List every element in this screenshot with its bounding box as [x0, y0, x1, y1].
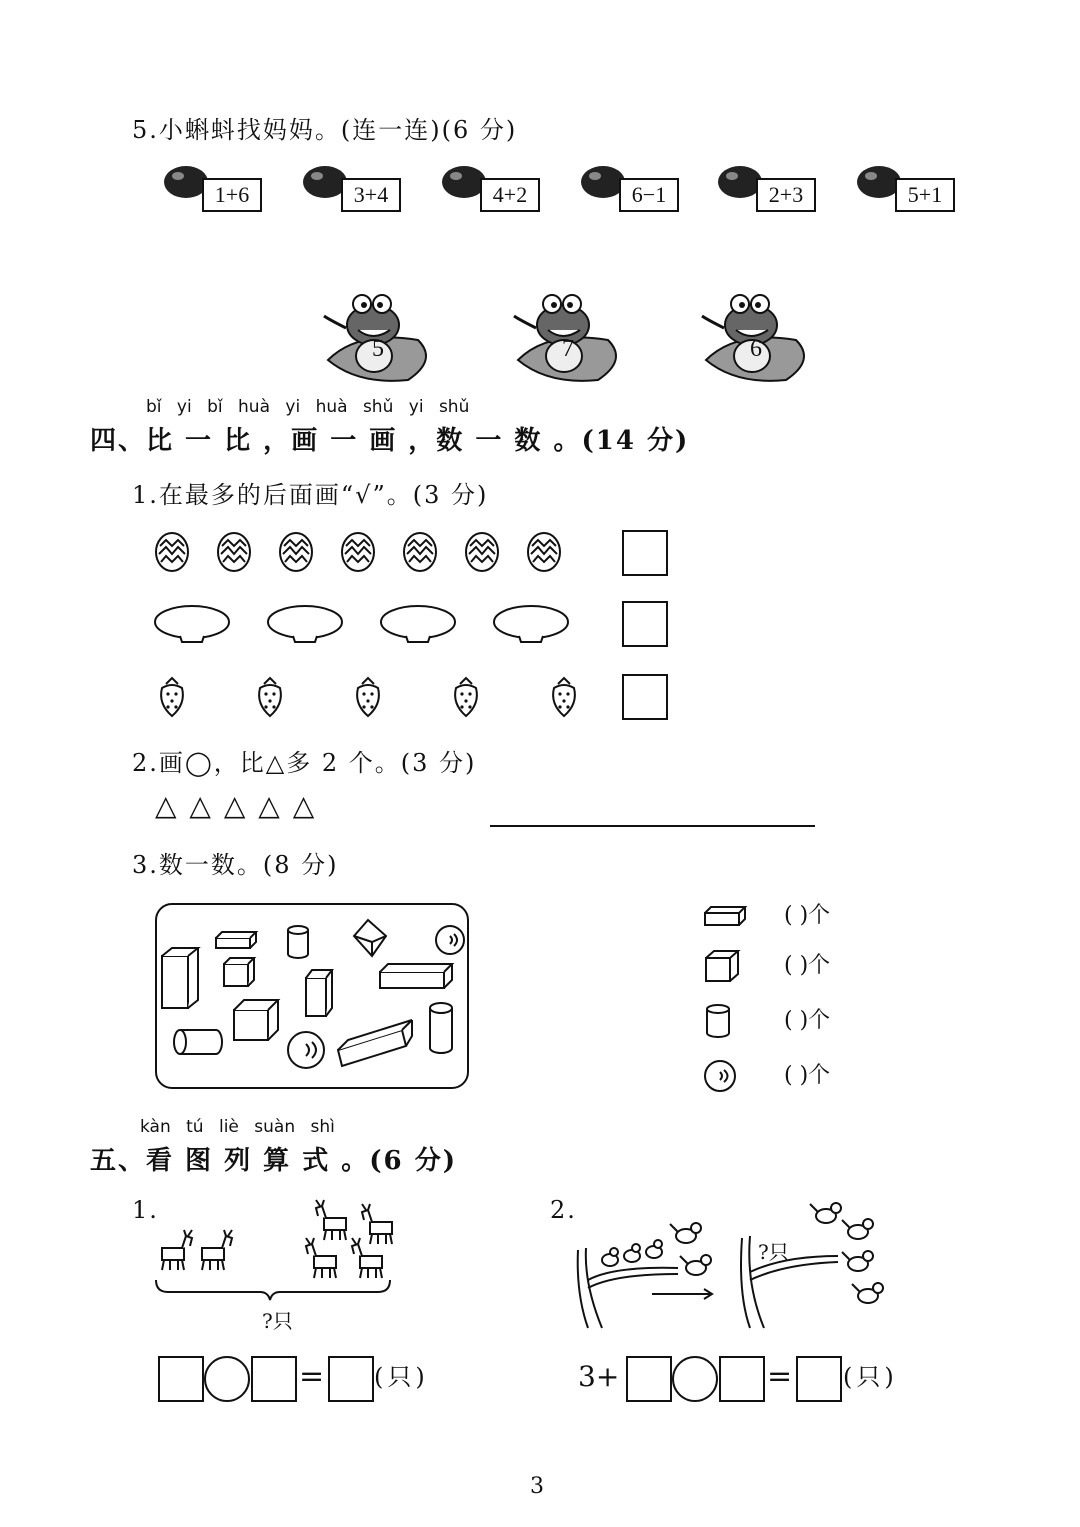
- strawberry-icon: [259, 678, 281, 716]
- answer-box[interactable]: [796, 1356, 842, 1402]
- q3-title: 3.数一数。(8 分): [132, 851, 339, 879]
- tadpole-1: [158, 160, 268, 220]
- bird-icon: [852, 1283, 883, 1303]
- cube-icon: [703, 948, 749, 984]
- operator-circle[interactable]: [204, 1356, 250, 1402]
- frog-1: [318, 290, 438, 390]
- plate-icon: [268, 606, 342, 642]
- tadpole-5: [712, 160, 822, 220]
- bird-icon: [602, 1248, 618, 1266]
- q1-title: 1.在最多的后面画“√”。(3 分): [132, 481, 489, 509]
- page-number: 3: [530, 1474, 544, 1499]
- p2-label: 2.: [550, 1196, 577, 1224]
- plate-row: [150, 600, 580, 646]
- triangle-row: △ △ △ △ △: [155, 789, 317, 822]
- sphere-icon: [703, 1058, 749, 1094]
- tadpole-2: [297, 160, 407, 220]
- equation-prefix: 3+: [578, 1360, 620, 1393]
- p1-label: 1.: [132, 1196, 159, 1224]
- cuboid-icon: [216, 932, 256, 948]
- frog-2: [508, 290, 628, 390]
- tadpole-4: [575, 160, 685, 220]
- count-blank[interactable]: ( )个: [784, 953, 831, 978]
- count-blank[interactable]: ( )个: [784, 1063, 831, 1088]
- bird-icon: [670, 1223, 701, 1243]
- tadpole-expression: 3+4: [341, 178, 401, 212]
- count-blank[interactable]: ( )个: [784, 1008, 831, 1033]
- count-row-cylinder: [703, 1003, 830, 1039]
- strawberry-row: [150, 674, 590, 722]
- count-row-cube: [703, 948, 830, 984]
- frog-number: 6: [750, 336, 762, 362]
- bird-icon: [842, 1251, 873, 1271]
- operator-circle[interactable]: [672, 1356, 718, 1402]
- answer-box[interactable]: [719, 1356, 765, 1402]
- sphere-icon: [436, 926, 464, 954]
- q2-title: 2.画◯，比△多 2 个。(3 分): [132, 749, 477, 777]
- equals-sign: =: [299, 1359, 325, 1394]
- equals-sign: =: [767, 1359, 793, 1394]
- sec5-title: 五、看 图 列 算 式 。(6 分): [90, 1146, 458, 1176]
- plate-icon: [381, 606, 455, 642]
- answer-box[interactable]: [328, 1356, 374, 1402]
- cylinder-icon: [703, 1003, 749, 1039]
- tadpole-expression: 1+6: [202, 178, 262, 212]
- strawberry-icon: [357, 678, 379, 716]
- plate-icon: [155, 606, 229, 642]
- deer-icon: [306, 1238, 336, 1278]
- cylinder-icon: [288, 926, 308, 958]
- sec4-title: 四、比 一 比 ，画 一 画 ，数 一 数 。(14 分): [90, 426, 690, 456]
- answer-box-strawberries[interactable]: [622, 674, 668, 720]
- count-row-cuboid: [703, 898, 830, 929]
- pinecone-icon: [280, 533, 312, 571]
- count-row-sphere: [703, 1058, 830, 1094]
- cuboid-icon: [703, 903, 749, 929]
- count-blank[interactable]: ( )个: [784, 903, 831, 928]
- drawing-answer-line[interactable]: [490, 825, 815, 827]
- bird-icon: [624, 1244, 640, 1262]
- unit-label: (只): [374, 1363, 429, 1391]
- tadpole-6: [851, 160, 961, 220]
- strawberry-icon: [161, 678, 183, 716]
- deer-icon: [162, 1230, 192, 1270]
- branch-label: ?只: [758, 1240, 789, 1264]
- frog-number: 7: [562, 336, 574, 362]
- shapes-panel: [154, 902, 472, 1090]
- birds-illustration: [574, 1194, 894, 1330]
- strawberry-icon: [553, 678, 575, 716]
- bird-icon: [842, 1219, 873, 1239]
- cylinder-icon: [174, 1030, 222, 1054]
- deer-illustration: [150, 1190, 400, 1302]
- tadpole-expression: 5+1: [895, 178, 955, 212]
- deer-icon: [316, 1200, 346, 1240]
- sec5-pinyin: kàn tú liè suàn shì: [140, 1117, 335, 1137]
- arrow-icon: [652, 1289, 712, 1299]
- sec4-pinyin: bǐ yi bǐ huà yi huà shǔ yi shǔ: [146, 397, 470, 417]
- tadpole-3: [436, 160, 546, 220]
- pinecone-icon: [404, 533, 436, 571]
- tadpole-expression: 4+2: [480, 178, 540, 212]
- brace-icon: [156, 1280, 390, 1300]
- bird-icon: [680, 1255, 711, 1275]
- pinecone-icon: [156, 533, 188, 571]
- sphere-icon: [288, 1032, 324, 1068]
- frog-3: [696, 290, 816, 390]
- cuboid-icon: [380, 964, 452, 988]
- bird-icon: [810, 1203, 841, 1223]
- frog-number: 5: [372, 336, 384, 362]
- pinecone-icon: [466, 533, 498, 571]
- tadpole-expression: 2+3: [756, 178, 816, 212]
- answer-box[interactable]: [158, 1356, 204, 1402]
- pinecone-row: [150, 528, 580, 576]
- pinecone-icon: [342, 533, 374, 571]
- unit-label: (只): [843, 1363, 898, 1391]
- plate-icon: [494, 606, 568, 642]
- answer-box[interactable]: [251, 1356, 297, 1402]
- answer-box-pinecones[interactable]: [622, 530, 668, 576]
- answer-box[interactable]: [626, 1356, 672, 1402]
- deer-icon: [362, 1204, 392, 1244]
- pinecone-icon: [528, 533, 560, 571]
- tadpole-expression: 6−1: [619, 178, 679, 212]
- strawberry-icon: [455, 678, 477, 716]
- cylinder-icon: [430, 1003, 452, 1053]
- pinecone-icon: [218, 533, 250, 571]
- q5-title: 5.小蝌蚪找妈妈。(连一连)(6 分): [132, 116, 518, 144]
- brace-label: ?只: [262, 1309, 293, 1333]
- answer-box-plates[interactable]: [622, 601, 668, 647]
- deer-icon: [202, 1230, 232, 1270]
- bird-icon: [646, 1240, 662, 1258]
